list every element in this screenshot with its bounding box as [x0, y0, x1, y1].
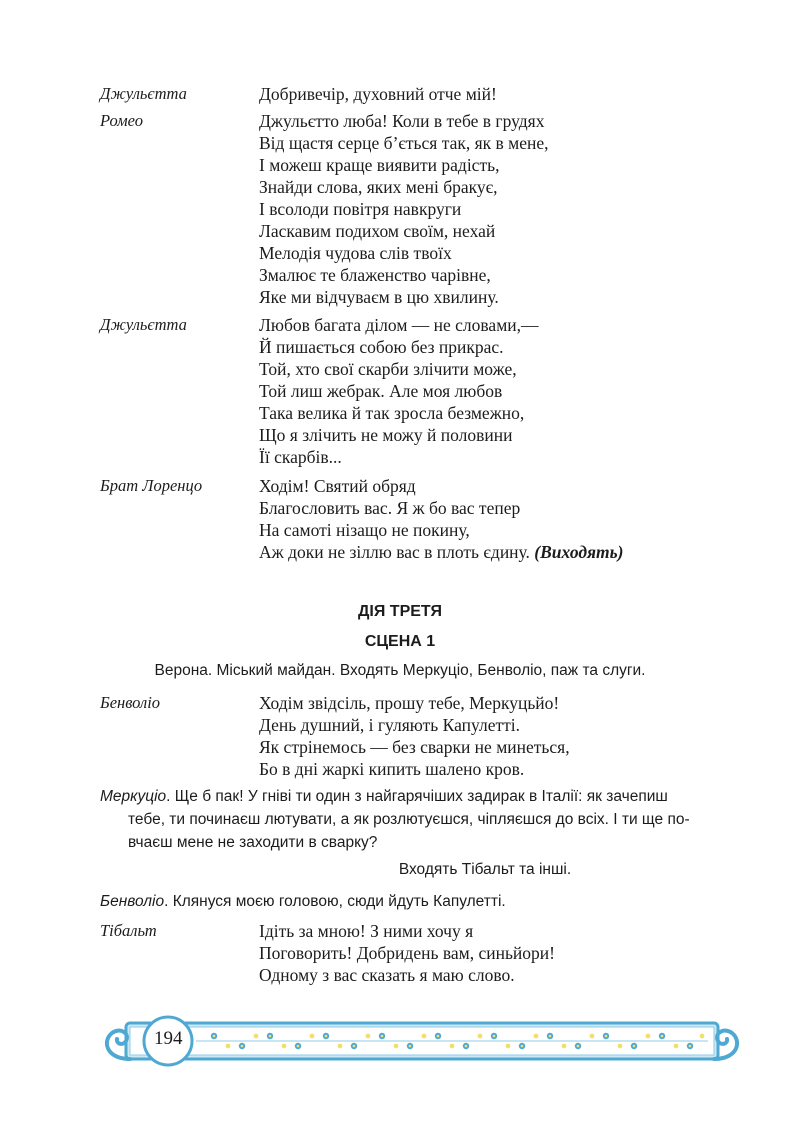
verse-line: Її скарбів...: [259, 447, 342, 467]
verse-line: Благословить вас. Я ж бо вас тепер: [259, 498, 521, 518]
ornament-border-icon: [96, 1015, 748, 1067]
scene-stage-direction: Верона. Міський майдан. Входять Меркуціо, Бенволіо, паж та слуги.: [154, 662, 646, 679]
verse-line: Поговорить! Добридень вам, синьйори!: [259, 943, 555, 963]
verse-line: Той, хто свої скарби злічити може,: [259, 359, 517, 379]
prose-line: [100, 785, 682, 808]
prose-mercutio: [100, 785, 690, 854]
verse-line: Змалює те блаженство чарівне,: [259, 265, 491, 285]
verse-line: Ходім! Святий обряд: [259, 476, 416, 496]
verse-line: Джульєтто люба! Коли в тебе в грудях: [259, 111, 545, 131]
verse: [259, 920, 555, 986]
verse: [259, 692, 570, 780]
verse: [259, 110, 549, 308]
verse-line: Ходім звідсіль, прошу тебе, Меркуцьйо!: [259, 693, 560, 713]
verse-line: День душний, і гуляють Капулетті.: [259, 715, 520, 735]
speaker-name: Джульєтта: [100, 84, 187, 103]
prose-line: тебе, ти починаєш лютувати, а як розлютуєшся, чіпляєшся до всіх. І ти ще по-: [128, 811, 690, 828]
stage-direction-exit: (Виходять): [534, 542, 624, 562]
speaker-name: Меркуціо: [100, 788, 167, 805]
verse-line: Мелодія чудова слів твоїх: [259, 243, 452, 263]
verse-line: Яке ми відчуваєм в цю хвилину.: [259, 287, 499, 307]
speaker-name: Бенволіо: [100, 893, 165, 910]
verse-line: Що я злічить не можу й половини: [259, 425, 513, 445]
prose-benvolio: [100, 890, 682, 913]
prose-text: . Ще б пак! У гніві ти один з найгарячіших задирак в Італії: як зачепиш: [166, 788, 668, 805]
verse-line: Така велика й так зросла безмежно,: [259, 403, 525, 423]
verse-line: Добривечір, духовний отче мій!: [259, 84, 497, 104]
footer-ornament: [96, 1015, 748, 1067]
verse-line: Від щастя серце б’ється так, як в мене,: [259, 133, 549, 153]
verse-line: [259, 541, 624, 563]
verse-line: І можеш краще виявити радість,: [259, 155, 500, 175]
verse-line-text: Аж доки не зіллю вас в плоть єдину.: [259, 542, 530, 562]
verse-line: Ідіть за мною! З ними хочу я: [259, 921, 474, 941]
verse-line: Любов багата ділом — не словами,—: [259, 315, 539, 335]
act-title: ДІЯ ТРЕТЯ: [358, 603, 442, 620]
scene-title: СЦЕНА 1: [364, 633, 436, 650]
verse: [259, 314, 539, 468]
verse: [259, 83, 497, 105]
verse-line: Як стрінемось — без сварки не минеться,: [259, 737, 570, 757]
page-number: 194: [154, 1028, 183, 1049]
verse-line: Бо в дні жаркі кипить шалено кров.: [259, 759, 525, 779]
prose-line: вчаєш мене не заходити в сварку?: [128, 834, 378, 851]
stage-direction-tybalt: Входять Тібальт та інші.: [398, 861, 572, 878]
speaker-name: Тібальт: [100, 921, 157, 940]
prose-text: . Клянуся моєю головою, сюди йдуть Капулетті.: [164, 893, 506, 910]
speaker-name: Брат Лоренцо: [100, 476, 203, 495]
speaker-name: Ромео: [100, 111, 143, 130]
verse-line: Й пишається собою без прикрас.: [259, 337, 504, 357]
speaker-name: Джульєтта: [100, 315, 187, 334]
verse-line: І всолоди повітря навкруги: [259, 199, 462, 219]
prose-line: [100, 890, 682, 913]
verse-line: Знайди слова, яких мені бракує,: [259, 177, 498, 197]
verse-line: Одному з вас сказать я маю слово.: [259, 965, 515, 985]
speaker-name: Бенволіо: [100, 693, 161, 712]
verse: [259, 475, 624, 563]
verse-line: Той лиш жебрак. Але моя любов: [259, 381, 503, 401]
verse-line: Ласкавим подихом своїм, нехай: [259, 221, 496, 241]
verse-line: На самоті нізащо не покину,: [259, 520, 470, 540]
